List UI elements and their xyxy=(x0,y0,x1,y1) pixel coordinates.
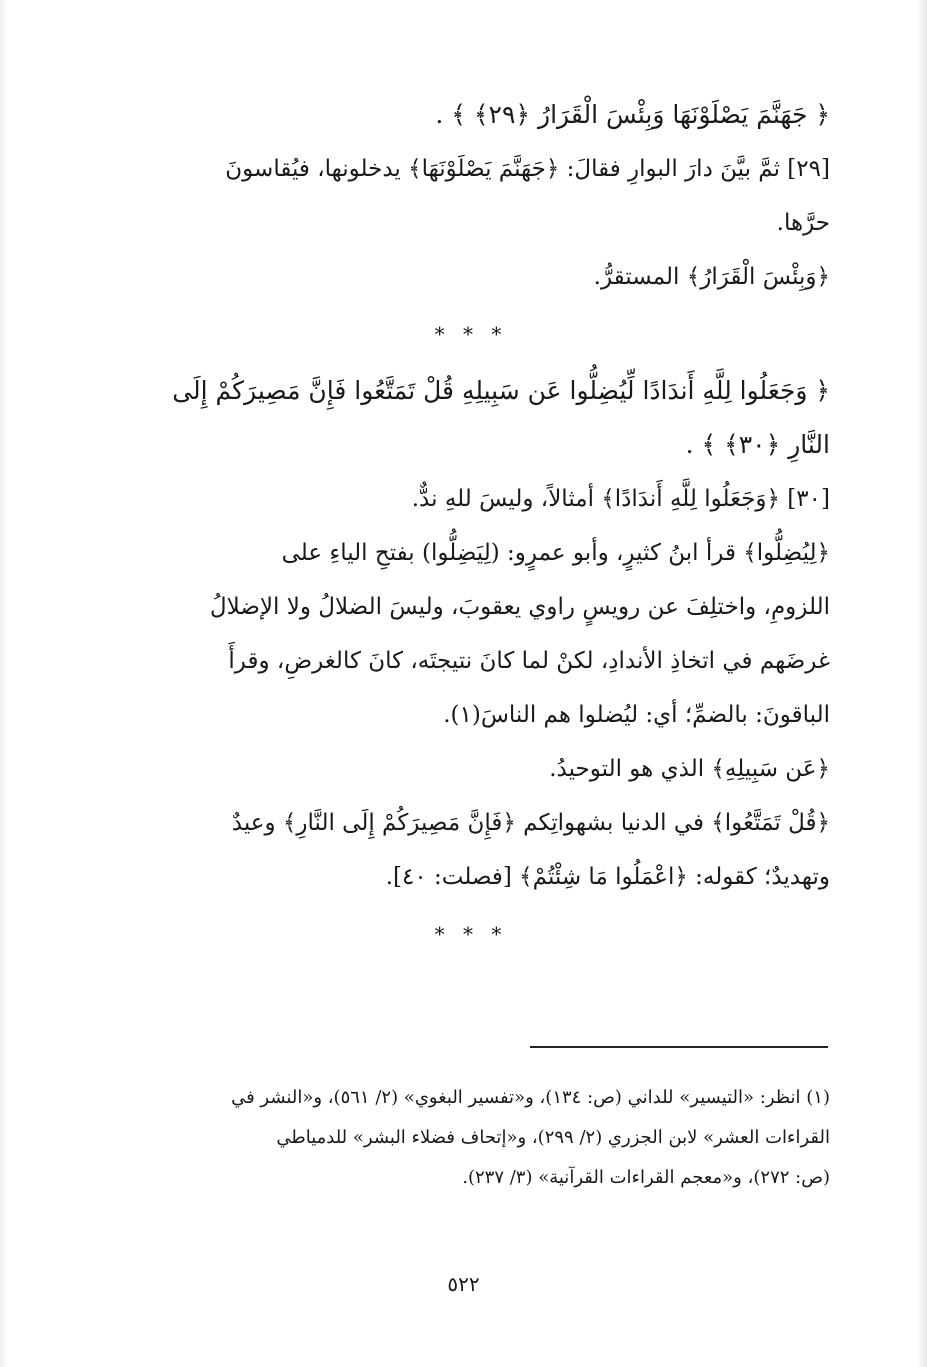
text-line: وتهديدٌ؛ كقوله: ﴿اعْمَلُوا مَا شِئْتُمْ﴾ [فصلت: ٤٠]. xyxy=(385,864,830,890)
text-line: ﴿ وَجَعَلُوا لِلَّهِ أَندَادًا لِّيُضِلُّوا عَن سَبِيلِهِ قُلْ تَمَتَّعُوا فَإِنَّ مَصِيرَكُمْ إِلَى xyxy=(172,376,830,405)
text-line: النَّارِ ﴿٣٠﴾ ﴾ . xyxy=(685,430,830,459)
text-line: [٣٠] ﴿وَجَعَلُوا لِلَّهِ أَندَادًا﴾ أمثالاً، وليسَ للهِ ندٌّ. xyxy=(411,486,830,512)
text-line: ﴿وَبِئْسَ الْقَرَارُ﴾ المستقرُّ. xyxy=(593,264,830,290)
page-number: ٥٢٢ xyxy=(447,1272,480,1296)
text-line: ﴿ جَهَنَّمَ يَصْلَوْنَهَا وَبِئْسَ الْقَرَارُ ﴿٢٩﴾ ﴾ . xyxy=(435,100,830,129)
text-line: [٢٩] ثمَّ بيَّنَ دارَ البوارِ فقالَ: ﴿جَهَنَّمَ يَصْلَوْنَهَا﴾ يدخلونها، فيُقاسونَ xyxy=(225,156,830,182)
page-body xyxy=(112,88,830,964)
text-line: ﴿قُلْ تَمَتَّعُوا﴾ في الدنيا بشهواتِكم ﴿فَإِنَّ مَصِيرَكُمْ إِلَى النَّارِ﴾ وعيدٌ xyxy=(231,810,830,836)
section-separator: * * * xyxy=(434,322,508,346)
text-line: اللزومِ، واختلِفَ عن رويسٍ راوي يعقوبَ، وليسَ الضلالُ ولا الإضلالُ xyxy=(209,594,830,620)
text-line: الباقونَ: بالضمِّ؛ أي: ليُضلوا هم الناسَ(١). xyxy=(443,702,830,728)
section-separator: * * * xyxy=(434,922,508,946)
page-gutter-shadow xyxy=(0,0,8,1367)
text-line: ﴿عَن سَبِيلِهِ﴾ الذي هو التوحيدُ. xyxy=(549,756,830,782)
footnotes xyxy=(112,1078,830,1198)
text-line: ﴿لِيُضِلُّوا﴾ قرأ ابنُ كثيرٍ، وأبو عمرٍو: (لِيَضِلُّوا) بفتحِ الياءِ على xyxy=(281,540,830,566)
footnote-line: (١) انظر: «التيسير» للداني (ص: ١٣٤)، و«تفسير البغوي» (٢/ ٥٦١)، و«النشر في xyxy=(231,1087,830,1108)
text-line: حرَّها. xyxy=(776,210,830,236)
footnote-line: (ص: ٢٧٢)، و«معجم القراءات القرآنية» (٣/ ٢٣٧). xyxy=(462,1167,830,1188)
page-edge-shadow xyxy=(917,0,927,1367)
text-line: غرضَهم في اتخاذِ الأندادِ، لكنْ لما كانَ نتيجتَه، كانَ كالغرضِ، وقرأَ xyxy=(228,648,830,674)
footnote-separator xyxy=(530,1046,828,1048)
footnote-line: القراءات العشر» لابن الجزري (٢/ ٢٩٩)، و«إتحاف فضلاء البشر» للدمياطي xyxy=(276,1127,830,1148)
